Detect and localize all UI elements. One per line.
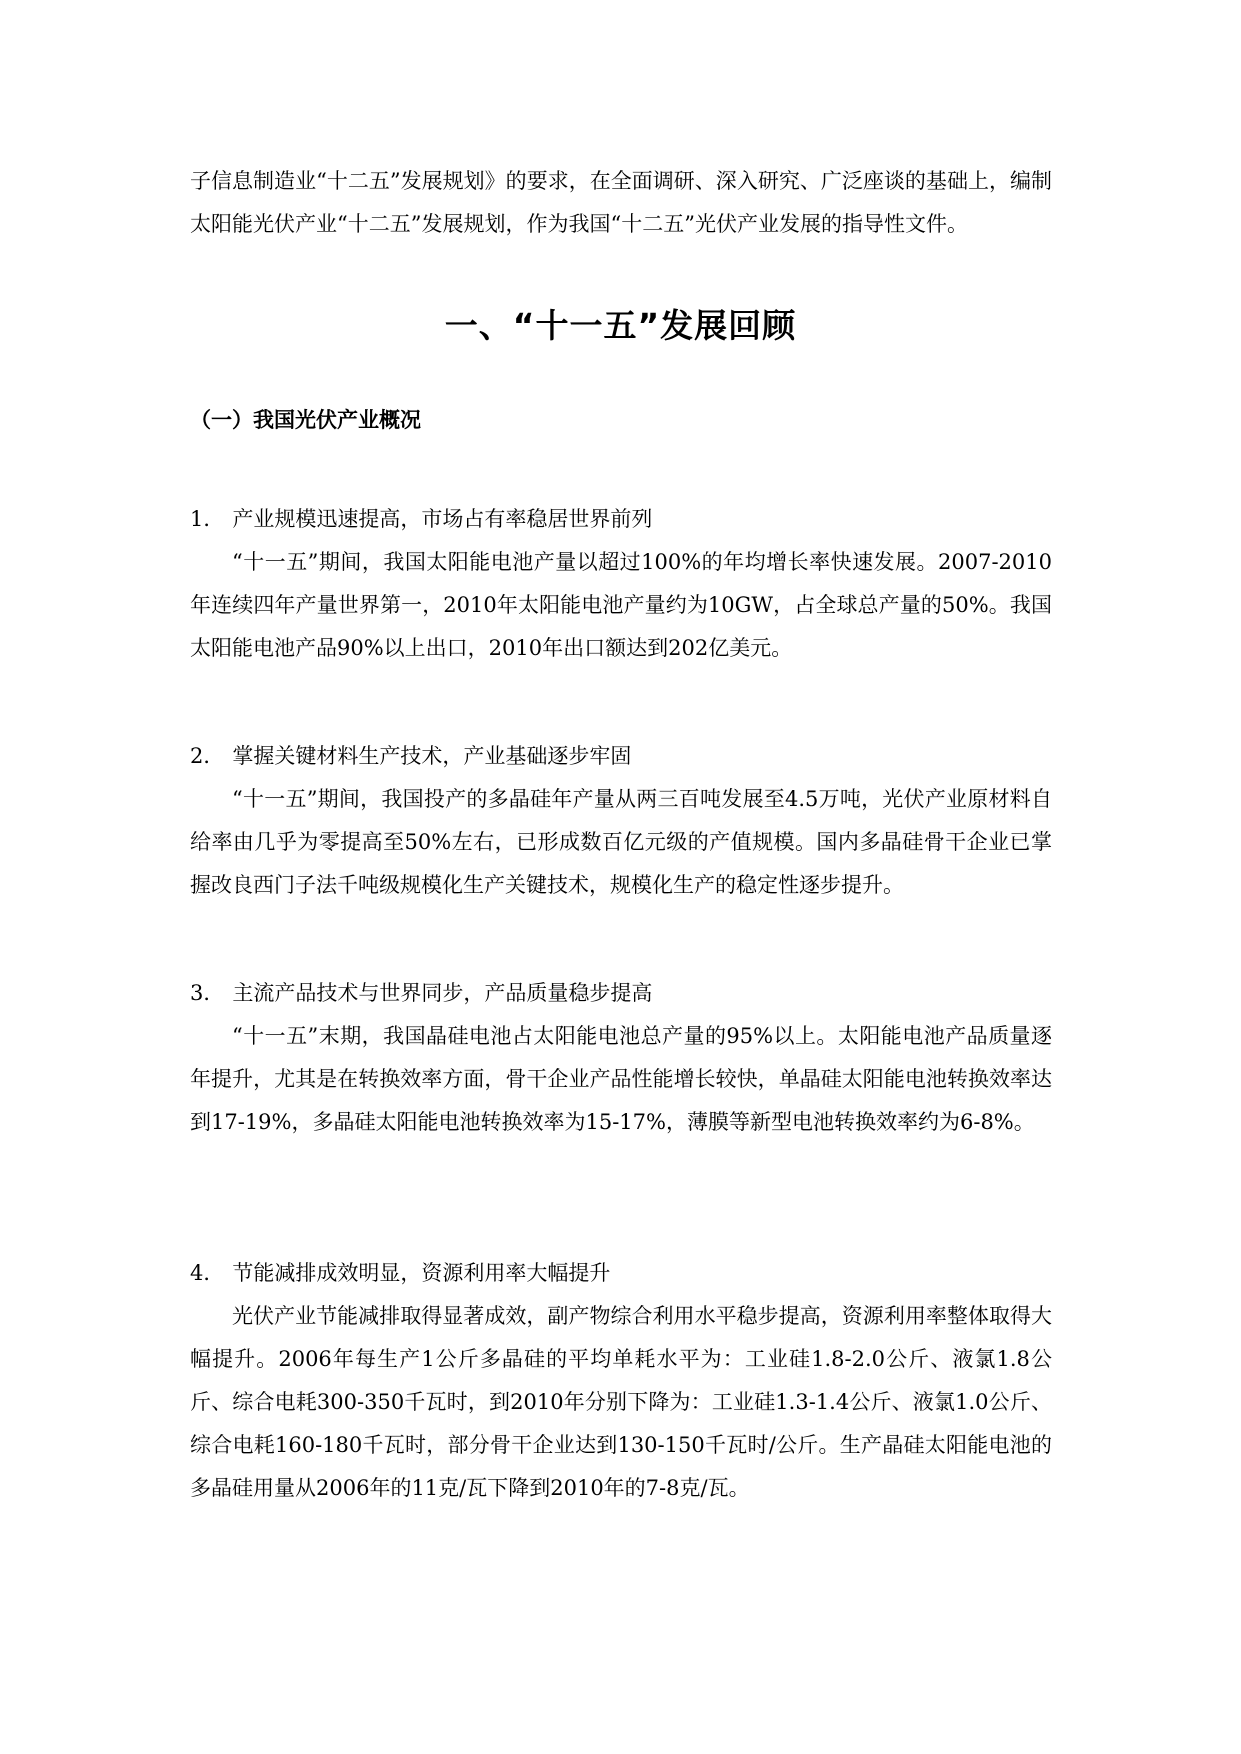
item-title-text: 产业规模迅速提高，市场占有率稳居世界前列 — [232, 507, 653, 531]
item-title-1 — [190, 498, 652, 541]
item-title-3 — [190, 972, 652, 1015]
item-number: 1． — [190, 507, 225, 531]
item-body-4: 光伏产业节能减排取得显著成效，副产物综合利用水平稳步提高，资源利用率整体取得大幅提升。2006年每生产1公斤多晶硅的平均单耗水平为：工业硅1.8-2.0公斤、液氯1.8公斤、综合电耗300-350千瓦时，到2010年分别下降为：工业硅1.3-1.4公斤、液氯1.0公斤、综合电耗160-180千瓦时，部分骨干企业达到130-150千瓦时/公斤。生产晶硅太阳能电池的多晶硅用量从2006年的11克/瓦下降到2010年的7-8克/瓦。 — [190, 1304, 1053, 1500]
item-title-4 — [190, 1252, 610, 1295]
item-number: 4． — [190, 1261, 225, 1285]
item-title-text: 掌握关键材料生产技术，产业基础逐步牢固 — [232, 744, 632, 768]
item-title-text: 主流产品技术与世界同步，产品质量稳步提高 — [232, 981, 653, 1005]
item-number: 3． — [190, 981, 225, 1005]
item-body-1: “十一五”期间，我国太阳能电池产量以超过100%的年均增长率快速发展。2007-2010年连续四年产量世界第一，2010年太阳能电池产量约为10GW，占全球总产量的50%。我国太阳能电池产品90%以上出口，2010年出口额达到202亿美元。 — [190, 550, 1052, 660]
section-subheading: （一）我国光伏产业概况 — [190, 408, 421, 432]
section-heading: 一、“十一五”发展回顾 — [444, 306, 797, 345]
item-body-2: “十一五”期间，我国投产的多晶硅年产量从两三百吨发展至4.5万吨，光伏产业原材料自给率由几乎为零提高至50%左右，已形成数百亿元级的产值规模。国内多晶硅骨干企业已掌握改良西门子法千吨级规模化生产关键技术，规模化生产的稳定性逐步提升。 — [190, 787, 1052, 897]
item-body-3: “十一五”末期，我国晶硅电池占太阳能电池总产量的95%以上。太阳能电池产品质量逐年提升，尤其是在转换效率方面，骨干企业产品性能增长较快，单晶硅太阳能电池转换效率达到17-19%，多晶硅太阳能电池转换效率为15-17%，薄膜等新型电池转换效率约为6-8%。 — [190, 1024, 1052, 1134]
item-title-2 — [190, 735, 631, 778]
item-number: 2． — [190, 744, 225, 768]
intro-paragraph: 子信息制造业“十二五”发展规划》的要求，在全面调研、深入研究、广泛座谈的基础上，编制太阳能光伏产业“十二五”发展规划，作为我国“十二五”光伏产业发展的指导性文件。 — [190, 169, 1052, 236]
item-title-text: 节能减排成效明显，资源利用率大幅提升 — [232, 1261, 611, 1285]
